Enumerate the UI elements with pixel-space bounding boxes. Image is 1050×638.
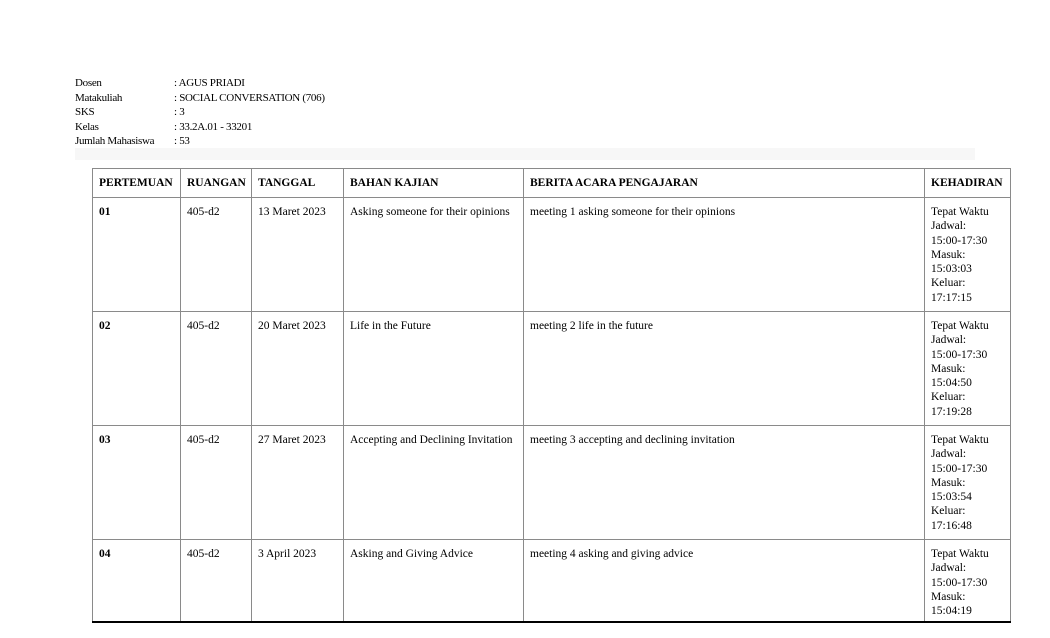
cell-berita-acara: meeting 2 life in the future (524, 312, 925, 426)
header-bahan-kajian: BAHAN KAJIAN (344, 169, 524, 198)
kehadiran-jadwal-label: Jadwal: (931, 220, 967, 233)
cell-pertemuan: 04 (93, 540, 181, 623)
info-row-matakuliah (75, 91, 325, 106)
cell-tanggal: 13 Maret 2023 (252, 198, 344, 312)
kehadiran-status: Tepat Waktu (931, 434, 989, 446)
cell-pertemuan: 03 (93, 426, 181, 540)
kehadiran-jadwal-label: Jadwal: (931, 334, 967, 347)
cell-ruangan: 405-d2 (181, 312, 252, 426)
cell-ruangan: 405-d2 (181, 540, 252, 623)
cell-bahan-kajian: Asking and Giving Advice (344, 540, 524, 623)
kehadiran-masuk-label: Masuk: (931, 248, 966, 261)
cell-kehadiran (925, 426, 1011, 540)
kehadiran-keluar-value: 17:19:28 (931, 405, 972, 418)
kehadiran-jadwal-value: 15:00-17:30 (931, 576, 988, 589)
table-header-row (93, 169, 1011, 198)
cell-tanggal: 20 Maret 2023 (252, 312, 344, 426)
kehadiran-keluar-value: 17:17:15 (931, 291, 972, 304)
sks-label: SKS (75, 106, 95, 118)
cell-kehadiran (925, 312, 1011, 426)
kehadiran-masuk-value: 15:04:50 (931, 377, 972, 390)
kehadiran-keluar-value: 17:16:48 (931, 519, 972, 532)
kehadiran-masuk-label: Masuk: (931, 590, 966, 603)
cell-pertemuan: 01 (93, 198, 181, 312)
kehadiran-jadwal-value: 15:00-17:30 (931, 462, 988, 475)
kehadiran-jadwal-value: 15:00-17:30 (931, 234, 988, 247)
kehadiran-jadwal-label: Jadwal: (931, 448, 967, 461)
kehadiran-masuk-label: Masuk: (931, 476, 966, 489)
kehadiran-status: Tepat Waktu (931, 206, 989, 218)
kehadiran-jadwal-label: Jadwal: (931, 562, 967, 575)
kehadiran-status: Tepat Waktu (931, 320, 989, 332)
kehadiran-masuk-label: Masuk: (931, 362, 966, 375)
cell-berita-acara: meeting 3 accepting and declining invitation (524, 426, 925, 540)
info-row-sks (75, 105, 325, 120)
jumlah-value: : 53 (174, 135, 190, 147)
cell-kehadiran (925, 540, 1011, 623)
cell-bahan-kajian: Accepting and Declining Invitation (344, 426, 524, 540)
matakuliah-label: Matakuliah (75, 91, 123, 104)
kelas-label: Kelas (75, 120, 99, 133)
header-tanggal: TANGGAL (252, 169, 344, 198)
cell-tanggal: 27 Maret 2023 (252, 426, 344, 540)
header-ruangan: RUANGAN (181, 169, 252, 198)
kehadiran-masuk-value: 15:03:54 (931, 491, 972, 504)
cell-bahan-kajian: Asking someone for their opinions (344, 198, 524, 312)
divider-strip (75, 148, 975, 160)
table-row (93, 198, 1011, 312)
kelas-value: : 33.2A.01 - 33201 (174, 120, 253, 133)
cell-berita-acara: meeting 4 asking and giving advice (524, 540, 925, 623)
dosen-value: : AGUS PRIADI (174, 77, 245, 89)
sks-value: : 3 (174, 106, 185, 118)
jumlah-label: Jumlah Mahasiswa (75, 135, 155, 147)
header-berita-acara: BERITA ACARA PENGAJARAN (524, 169, 925, 198)
header-kehadiran: KEHADIRAN (925, 169, 1011, 198)
cell-bahan-kajian: Life in the Future (344, 312, 524, 426)
cell-tanggal: 3 April 2023 (252, 540, 344, 623)
cell-ruangan: 405-d2 (181, 426, 252, 540)
table-row (93, 426, 1011, 540)
kehadiran-masuk-value: 15:03:03 (931, 263, 972, 276)
dosen-label: Dosen (75, 77, 102, 89)
kehadiran-jadwal-value: 15:00-17:30 (931, 348, 988, 361)
table-row (93, 540, 1011, 623)
info-row-dosen (75, 76, 325, 91)
attendance-table (92, 168, 1011, 623)
matakuliah-value: : SOCIAL CONVERSATION (706) (174, 91, 325, 104)
info-row-kelas (75, 120, 325, 135)
kehadiran-keluar-label: Keluar: (931, 391, 966, 404)
cell-kehadiran (925, 198, 1011, 312)
table-row (93, 312, 1011, 426)
kehadiran-masuk-value: 15:04:19 (931, 605, 972, 618)
kehadiran-status: Tepat Waktu (931, 548, 989, 560)
kehadiran-keluar-label: Keluar: (931, 505, 966, 518)
course-info (75, 76, 325, 149)
cell-ruangan: 405-d2 (181, 198, 252, 312)
kehadiran-keluar-label: Keluar: (931, 277, 966, 290)
header-pertemuan: PERTEMUAN (93, 169, 181, 198)
info-row-jumlah (75, 134, 325, 149)
cell-berita-acara: meeting 1 asking someone for their opinions (524, 198, 925, 312)
cell-pertemuan: 02 (93, 312, 181, 426)
